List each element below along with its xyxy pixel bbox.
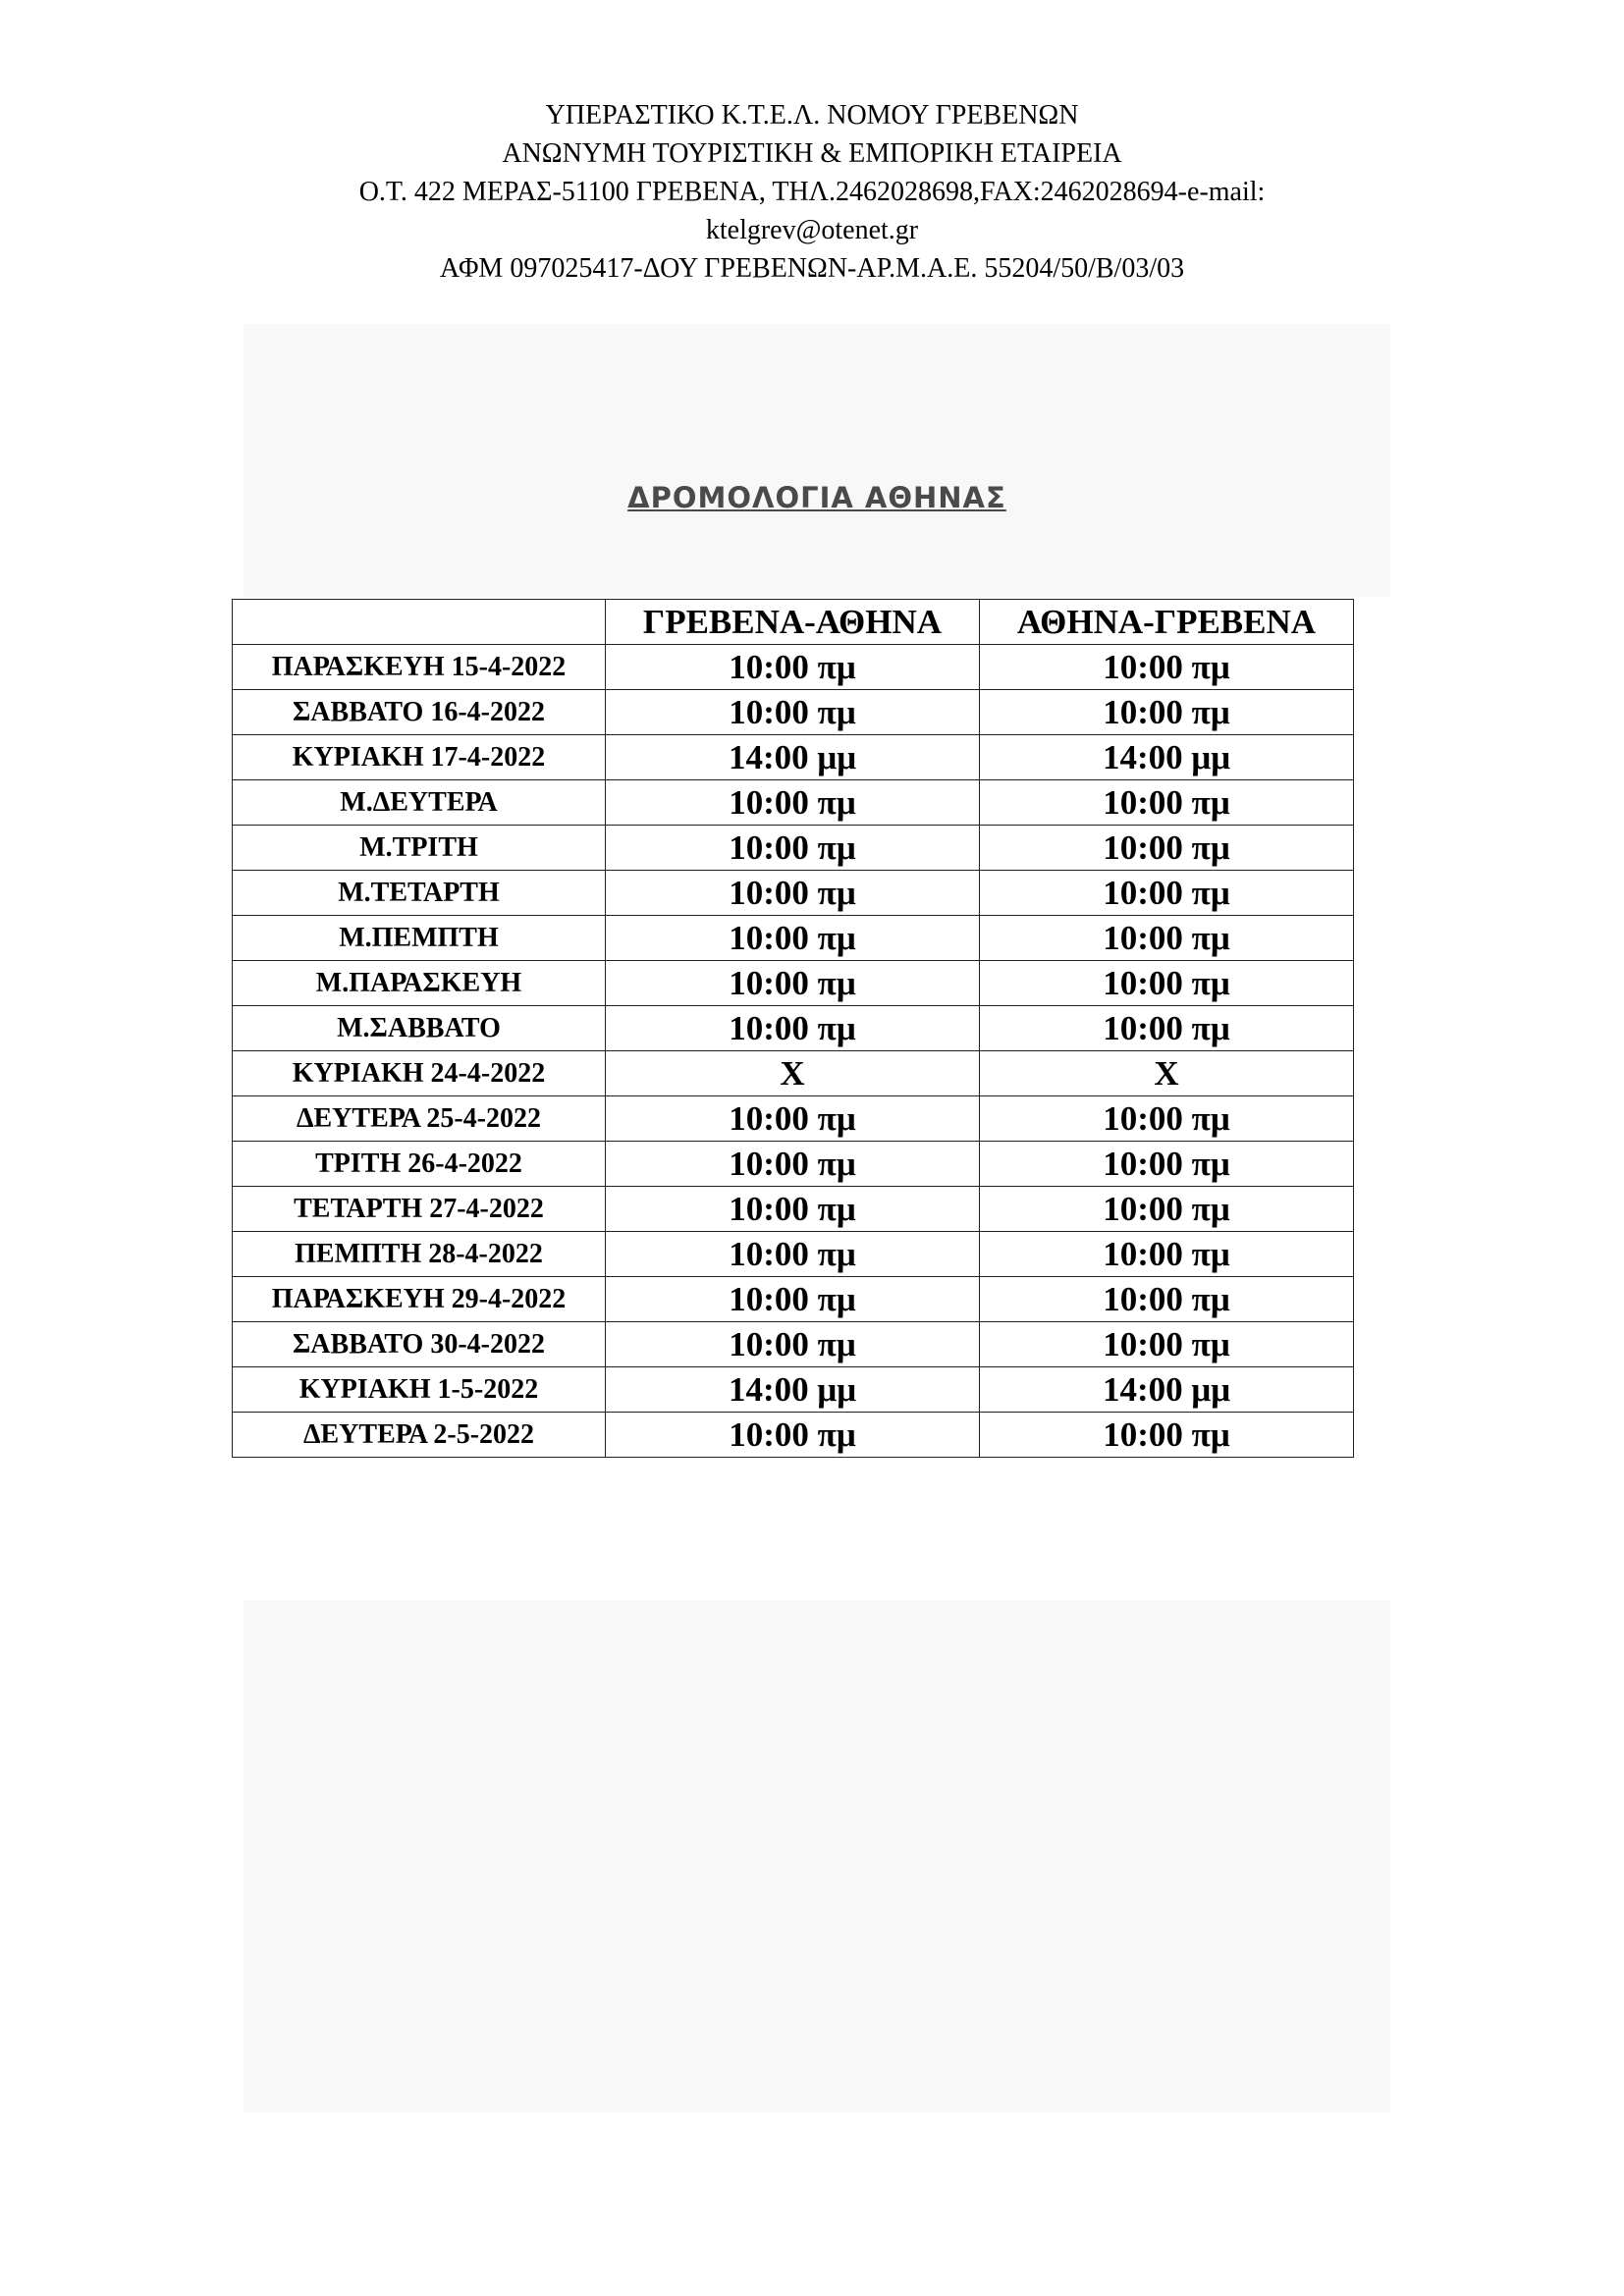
row-athina-grevena-time: 10:00 πμ [980,1232,1354,1277]
row-day-label: Μ.ΠΕΜΠΤΗ [233,916,606,961]
table-header-row [233,600,1354,645]
table-row [233,1322,1354,1367]
header-day [233,600,606,645]
row-athina-grevena-time: 10:00 πμ [980,1413,1354,1458]
table-row [233,871,1354,916]
row-day-label: ΔΕΥΤΕΡΑ 25-4-2022 [233,1096,606,1142]
row-athina-grevena-time: 10:00 πμ [980,690,1354,735]
table-row [233,645,1354,690]
row-grevena-athina-time: 10:00 πμ [606,1142,980,1187]
row-day-label: ΠΕΜΠΤΗ 28-4-2022 [233,1232,606,1277]
letterhead [0,96,1624,288]
row-day-label: ΠΑΡΑΣΚΕΥΗ 15-4-2022 [233,645,606,690]
row-grevena-athina-time: 10:00 πμ [606,826,980,871]
row-grevena-athina-time: 10:00 πμ [606,780,980,826]
row-grevena-athina-time: 10:00 πμ [606,961,980,1006]
row-athina-grevena-time: Χ [980,1051,1354,1096]
table-row [233,690,1354,735]
table-row [233,1413,1354,1458]
row-athina-grevena-time: 10:00 πμ [980,1006,1354,1051]
row-day-label: Μ.ΠΑΡΑΣΚΕΥΗ [233,961,606,1006]
row-day-label: ΠΑΡΑΣΚΕΥΗ 29-4-2022 [233,1277,606,1322]
row-day-label: Μ.ΣΑΒΒΑΤΟ [233,1006,606,1051]
row-grevena-athina-time: 10:00 πμ [606,1187,980,1232]
table-row [233,916,1354,961]
row-athina-grevena-time: 10:00 πμ [980,916,1354,961]
row-athina-grevena-time: 10:00 πμ [980,780,1354,826]
table-row [233,1096,1354,1142]
company-tax-info: ΑΦΜ 097025417-ΔΟΥ ΓΡΕΒΕΝΩΝ-ΑΡ.Μ.Α.Ε. 55204/50/Β/03/03 [439,253,1185,284]
row-day-label: ΚΥΡΙΑΚΗ 24-4-2022 [233,1051,606,1096]
row-day-label: ΣΑΒΒΑΤΟ 30-4-2022 [233,1322,606,1367]
row-day-label: Μ.ΤΕΤΑΡΤΗ [233,871,606,916]
bottom-panel [244,1600,1390,2112]
table-row [233,961,1354,1006]
row-grevena-athina-time: 10:00 πμ [606,1232,980,1277]
row-day-label: ΤΡΙΤΗ 26-4-2022 [233,1142,606,1187]
table-row [233,1051,1354,1096]
row-grevena-athina-time: 10:00 πμ [606,1006,980,1051]
table-row [233,735,1354,780]
row-day-label: ΔΕΥΤΕΡΑ 2-5-2022 [233,1413,606,1458]
table-row [233,1187,1354,1232]
row-day-label: ΚΥΡΙΑΚΗ 1-5-2022 [233,1367,606,1413]
table-row [233,1232,1354,1277]
table-row [233,1006,1354,1051]
table-row [233,1142,1354,1187]
row-athina-grevena-time: 10:00 πμ [980,1142,1354,1187]
row-athina-grevena-time: 10:00 πμ [980,826,1354,871]
row-grevena-athina-time: 10:00 πμ [606,690,980,735]
row-day-label: ΚΥΡΙΑΚΗ 17-4-2022 [233,735,606,780]
row-grevena-athina-time: 10:00 πμ [606,1413,980,1458]
row-grevena-athina-time: 10:00 πμ [606,916,980,961]
table-row [233,826,1354,871]
title-panel [244,324,1390,597]
row-athina-grevena-time: 10:00 πμ [980,645,1354,690]
table-row [233,780,1354,826]
row-athina-grevena-time: 10:00 πμ [980,961,1354,1006]
schedule-body [233,645,1354,1458]
schedule-table [232,599,1354,1458]
company-type: ΑΝΩΝΥΜΗ ΤΟΥΡΙΣΤΙΚΗ & ΕΜΠΟΡΙΚΗ ΕΤΑΙΡΕΙΑ [502,138,1122,169]
company-address-contact: Ο.Τ. 422 ΜΕΡΑΣ-51100 ΓΡΕΒΕΝΑ, ΤΗΛ.2462028698,FAX:2462028694-e-mail: [358,177,1266,207]
row-athina-grevena-time: 14:00 μμ [980,1367,1354,1413]
row-athina-grevena-time: 10:00 πμ [980,1187,1354,1232]
row-grevena-athina-time: 10:00 πμ [606,1322,980,1367]
table-row [233,1277,1354,1322]
company-name: ΥΠΕΡΑΣΤΙΚΟ Κ.Τ.Ε.Λ. ΝΟΜΟΥ ΓΡΕΒΕΝΩΝ [545,100,1079,131]
row-athina-grevena-time: 10:00 πμ [980,1277,1354,1322]
page-title: ΔΡΟΜΟΛΟΓΙΑ ΑΘΗΝΑΣ [627,481,1006,514]
row-grevena-athina-time: 14:00 μμ [606,1367,980,1413]
row-day-label: ΣΑΒΒΑΤΟ 16-4-2022 [233,690,606,735]
row-athina-grevena-time: 14:00 μμ [980,735,1354,780]
header-grevena-athina: ΓΡΕΒΕΝΑ-ΑΘΗΝΑ [606,600,980,645]
row-grevena-athina-time: 10:00 πμ [606,871,980,916]
row-grevena-athina-time: 10:00 πμ [606,1096,980,1142]
row-day-label: Μ.ΤΡΙΤΗ [233,826,606,871]
row-grevena-athina-time: 10:00 πμ [606,645,980,690]
row-grevena-athina-time: Χ [606,1051,980,1096]
row-grevena-athina-time: 10:00 πμ [606,1277,980,1322]
row-athina-grevena-time: 10:00 πμ [980,871,1354,916]
row-day-label: ΤΕΤΑΡΤΗ 27-4-2022 [233,1187,606,1232]
row-grevena-athina-time: 14:00 μμ [606,735,980,780]
row-athina-grevena-time: 10:00 πμ [980,1096,1354,1142]
header-athina-grevena: ΑΘΗΝΑ-ΓΡΕΒΕΝΑ [980,600,1354,645]
table-row [233,1367,1354,1413]
row-athina-grevena-time: 10:00 πμ [980,1322,1354,1367]
row-day-label: Μ.ΔΕΥΤΕΡΑ [233,780,606,826]
company-email: ktelgrev@otenet.gr [705,215,919,245]
